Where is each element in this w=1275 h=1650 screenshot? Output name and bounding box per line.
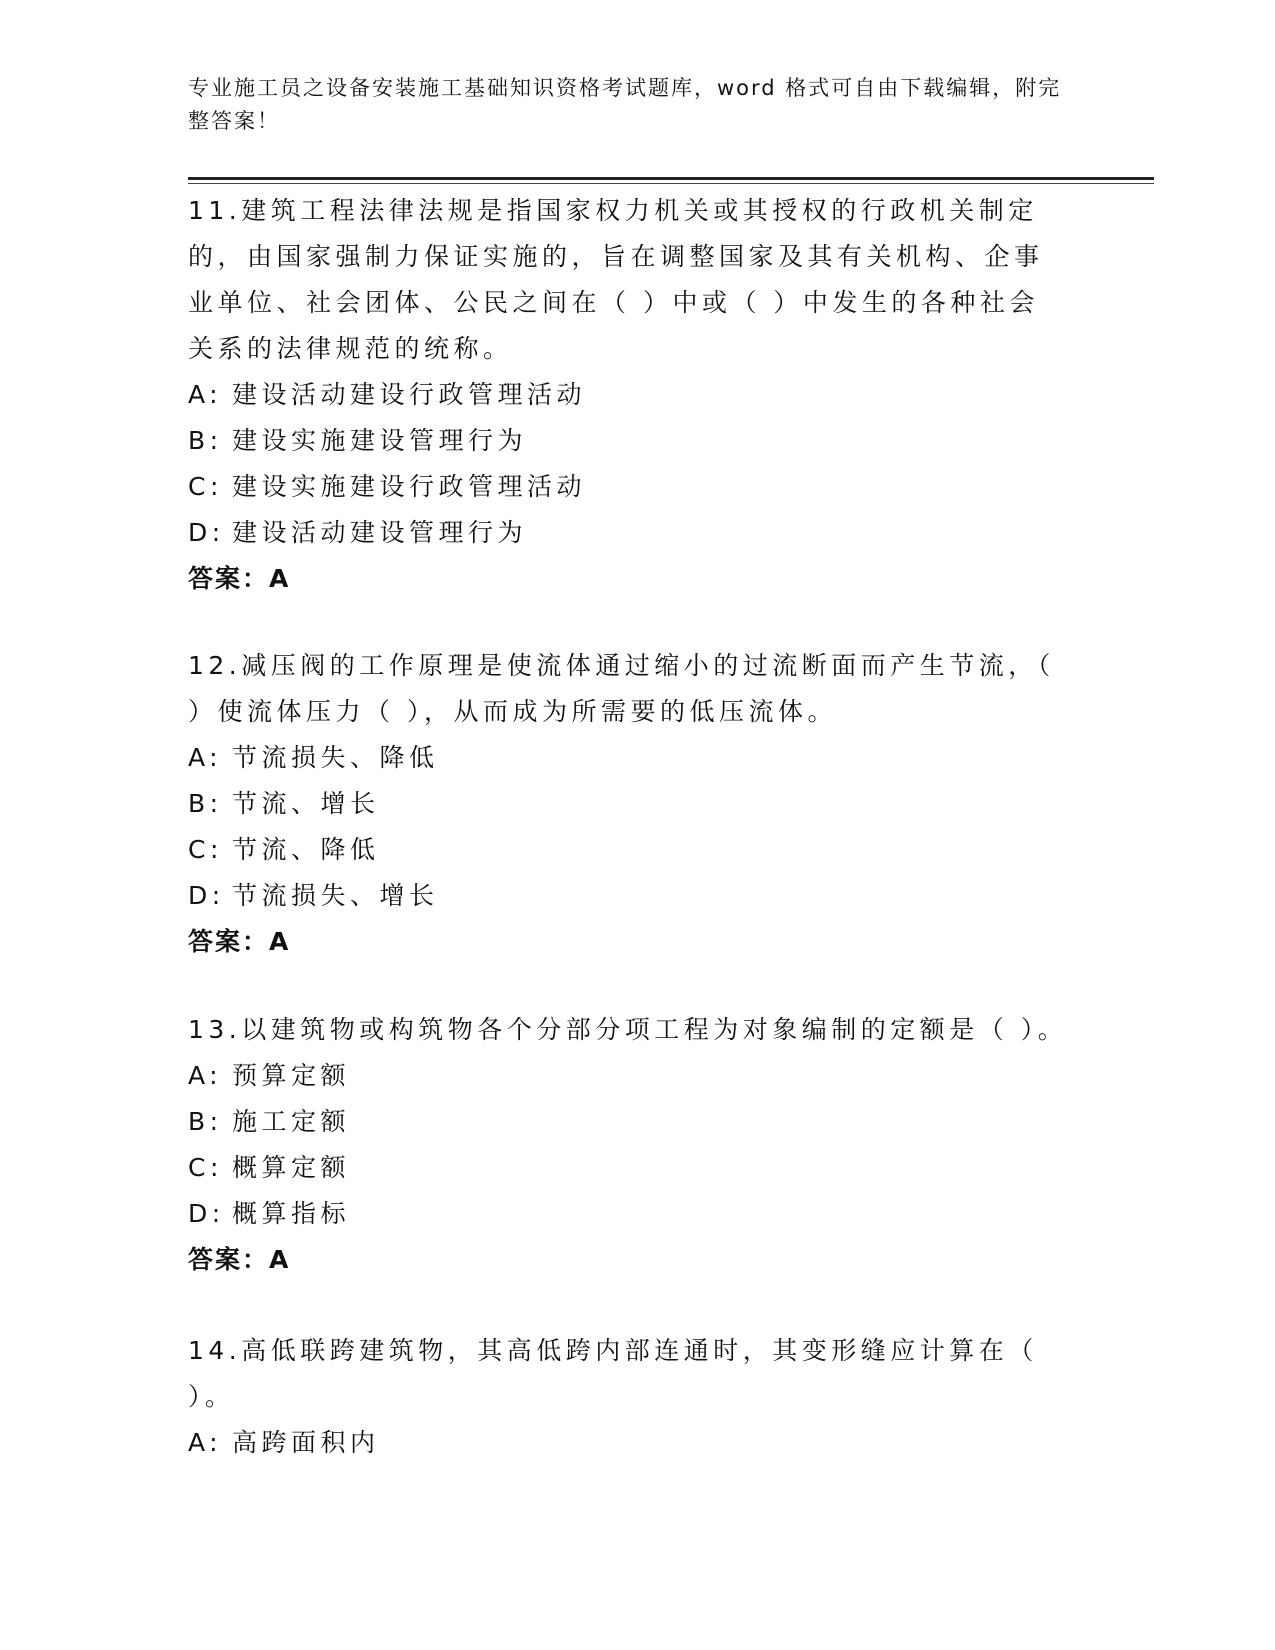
option-key: C: [188, 1153, 223, 1182]
answer-label: 答案：A [188, 1245, 291, 1274]
option-text: 施工定额 [232, 1107, 351, 1136]
option-key: D: [188, 1199, 225, 1228]
question-13 [188, 1007, 1068, 1283]
option-key: C: [188, 835, 223, 864]
option-c [188, 1145, 1068, 1191]
option-text: 节流、增长 [232, 789, 380, 818]
option-b [188, 418, 1068, 464]
option-text: 建设实施建设行政管理活动 [232, 472, 587, 501]
option-d [188, 1191, 1068, 1237]
option-b [188, 1099, 1068, 1145]
option-a [188, 735, 1068, 781]
option-text: 高跨面积内 [232, 1428, 380, 1457]
option-text: 概算定额 [232, 1153, 351, 1182]
option-c [188, 464, 1068, 510]
option-key: A: [188, 1061, 223, 1090]
header-divider-thin [188, 183, 1154, 184]
option-key: B: [188, 1107, 223, 1136]
option-a [188, 1053, 1068, 1099]
option-a [188, 372, 1068, 418]
question-stem: 13.以建筑物或构筑物各个分部分项工程为对象编制的定额是（ ）。 [188, 1015, 1068, 1044]
question-14 [188, 1328, 1068, 1466]
option-key: D: [188, 881, 225, 910]
option-c [188, 827, 1068, 873]
option-key: D: [188, 518, 225, 547]
question-stem: 11.建筑工程法律法规是指国家权力机关或其授权的行政机关制定的，由国家强制力保证实施的，旨在调整国家及其有关机构、企事业单位、社会团体、公民之间在（ ）中或（ ）中发生的各种社会关系的法律规范的统称。 [188, 196, 1044, 363]
option-key: A: [188, 380, 223, 409]
question-12 [188, 643, 1068, 965]
option-text: 节流、降低 [232, 835, 380, 864]
option-key: B: [188, 789, 223, 818]
option-text: 建设活动建设管理行为 [232, 518, 528, 547]
header-divider-thick [188, 177, 1154, 180]
option-d [188, 873, 1068, 919]
question-stem: 12.减压阀的工作原理是使流体通过缩小的过流断面而产生节流，（ ）使流体压力（ ），从而成为所需要的低压流体。 [188, 651, 1055, 726]
option-text: 节流损失、降低 [232, 743, 439, 772]
answer-label: 答案：A [188, 564, 291, 593]
option-key: C: [188, 472, 223, 501]
option-a [188, 1420, 1068, 1466]
answer-label: 答案：A [188, 927, 291, 956]
option-text: 建设活动建设行政管理活动 [232, 380, 587, 409]
option-key: A: [188, 1428, 223, 1457]
option-key: B: [188, 426, 223, 455]
option-d [188, 510, 1068, 556]
question-11 [188, 188, 1068, 602]
option-text: 建设实施建设管理行为 [232, 426, 528, 455]
option-b [188, 781, 1068, 827]
question-stem: 14.高低联跨建筑物，其高低跨内部连通时，其变形缝应计算在（ ）。 [188, 1336, 1038, 1411]
document-header: 专业施工员之设备安装施工基础知识资格考试题库，word 格式可自由下载编辑，附完整答案！ [188, 76, 1062, 133]
option-text: 节流损失、增长 [232, 881, 439, 910]
option-text: 预算定额 [232, 1061, 351, 1090]
option-text: 概算指标 [232, 1199, 351, 1228]
option-key: A: [188, 743, 223, 772]
